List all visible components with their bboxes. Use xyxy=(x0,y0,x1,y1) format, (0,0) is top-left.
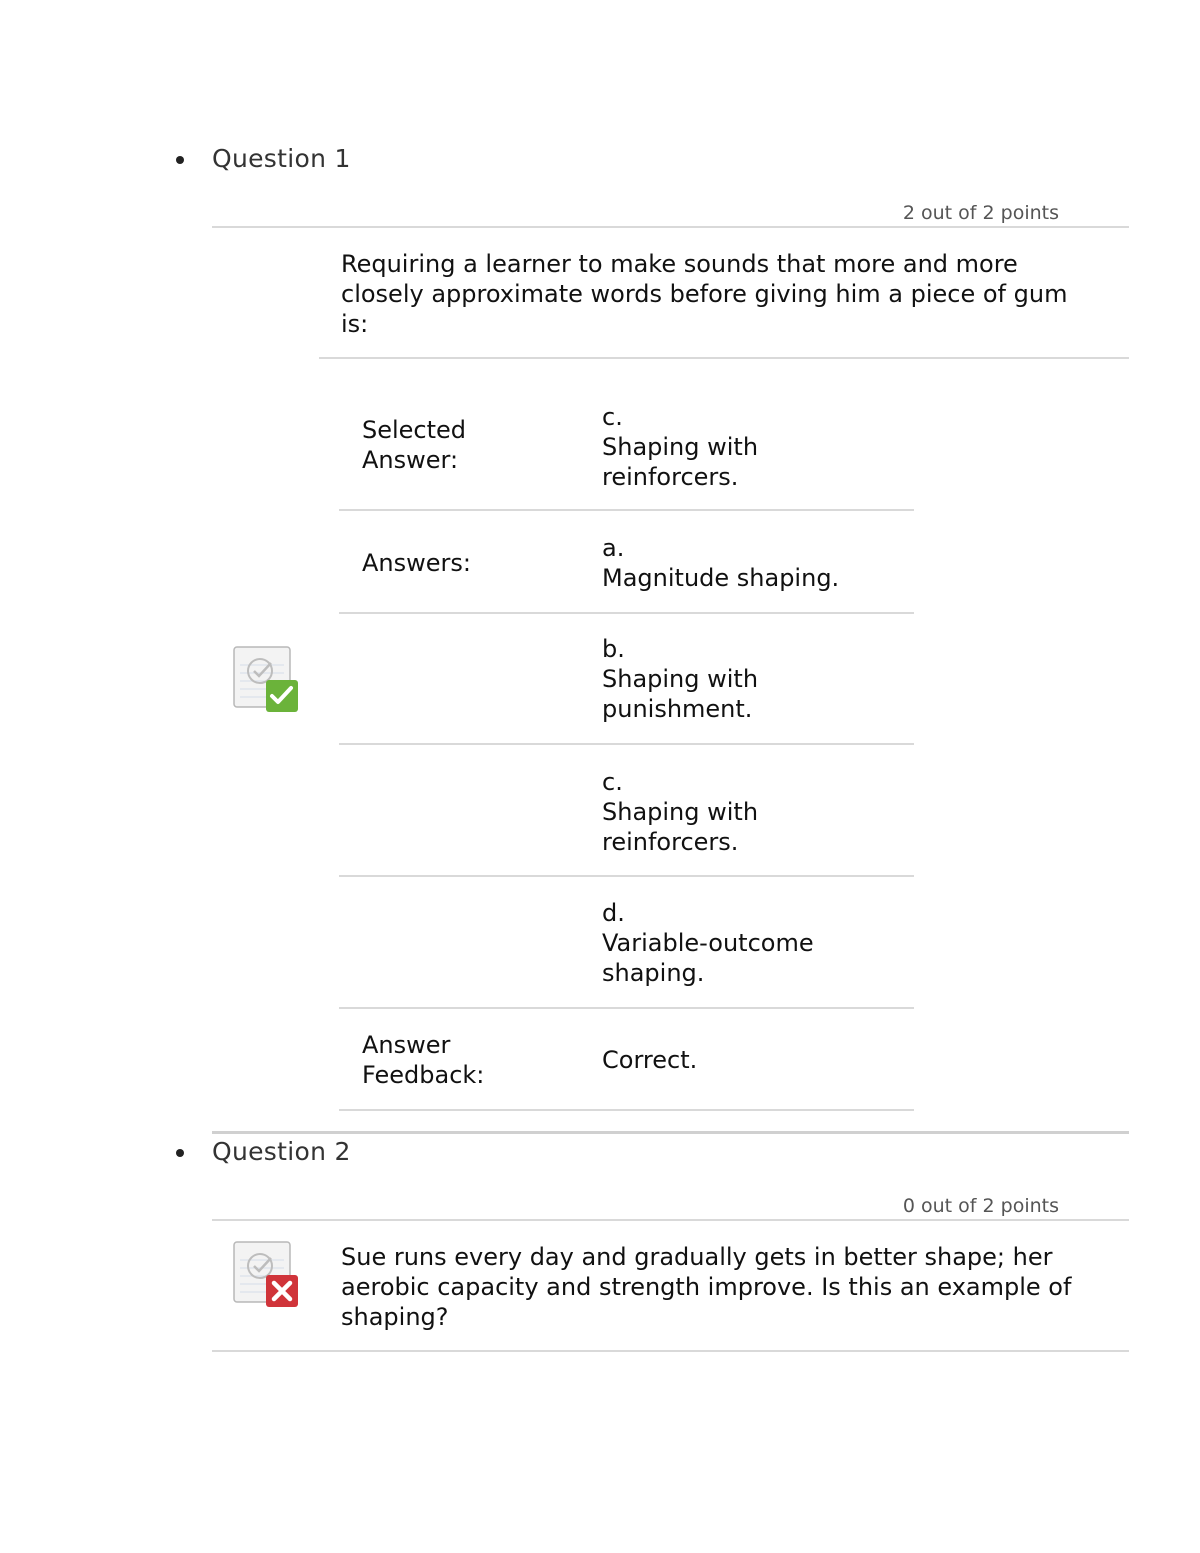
answer-option-text: Shaping with reinforcers. xyxy=(602,798,759,856)
question-1-divider xyxy=(212,226,1129,228)
question-1-title: Question 1 xyxy=(212,144,351,173)
question-1-text: Requiring a learner to make sounds that more and more closely approximate words before giving him a piece of gum is: xyxy=(341,250,1068,338)
question-separator xyxy=(212,1131,1129,1134)
correct-check-icon xyxy=(232,645,302,715)
bullet xyxy=(176,156,184,164)
answer-option-d xyxy=(602,898,862,988)
answer-feedback: Correct. xyxy=(602,1046,698,1074)
answer-option-c xyxy=(602,767,832,857)
answer-option-text: Variable-outcome shaping. xyxy=(602,929,814,987)
question-1-points: 2 out of 2 points xyxy=(902,202,1059,224)
row-divider xyxy=(339,612,914,614)
row-divider xyxy=(339,1109,914,1111)
question-1-text-divider xyxy=(319,357,1129,359)
selected-answer-text: Shaping with reinforcers. xyxy=(602,433,759,491)
selected-answer xyxy=(602,402,832,492)
question-2-points: 0 out of 2 points xyxy=(902,1195,1059,1217)
question-2-text-divider xyxy=(212,1350,1129,1352)
selected-answer-letter: c. xyxy=(602,403,623,431)
question-2-text: Sue runs every day and gradually gets in better shape; her aerobic capacity and strength improve. Is this an example of shaping? xyxy=(341,1243,1072,1331)
answer-option-text: Magnitude shaping. xyxy=(602,564,840,592)
answer-feedback-label: Answer Feedback: xyxy=(362,1031,485,1089)
answer-option-a xyxy=(602,533,902,593)
row-divider xyxy=(339,1007,914,1009)
bullet xyxy=(176,1149,184,1157)
answers-label: Answers: xyxy=(362,549,471,577)
selected-answer-label: Selected Answer: xyxy=(362,416,467,474)
answer-option-letter: b. xyxy=(602,635,625,663)
row-divider xyxy=(339,509,914,511)
answer-option-letter: a. xyxy=(602,534,625,562)
question-2-divider xyxy=(212,1219,1129,1221)
answer-option-letter: d. xyxy=(602,899,625,927)
incorrect-x-icon xyxy=(232,1240,302,1310)
answer-option-b xyxy=(602,634,832,724)
question-2-title: Question 2 xyxy=(212,1137,351,1166)
row-divider xyxy=(339,743,914,745)
row-divider xyxy=(339,875,914,877)
answer-option-text: Shaping with punishment. xyxy=(602,665,759,723)
answer-option-letter: c. xyxy=(602,768,623,796)
